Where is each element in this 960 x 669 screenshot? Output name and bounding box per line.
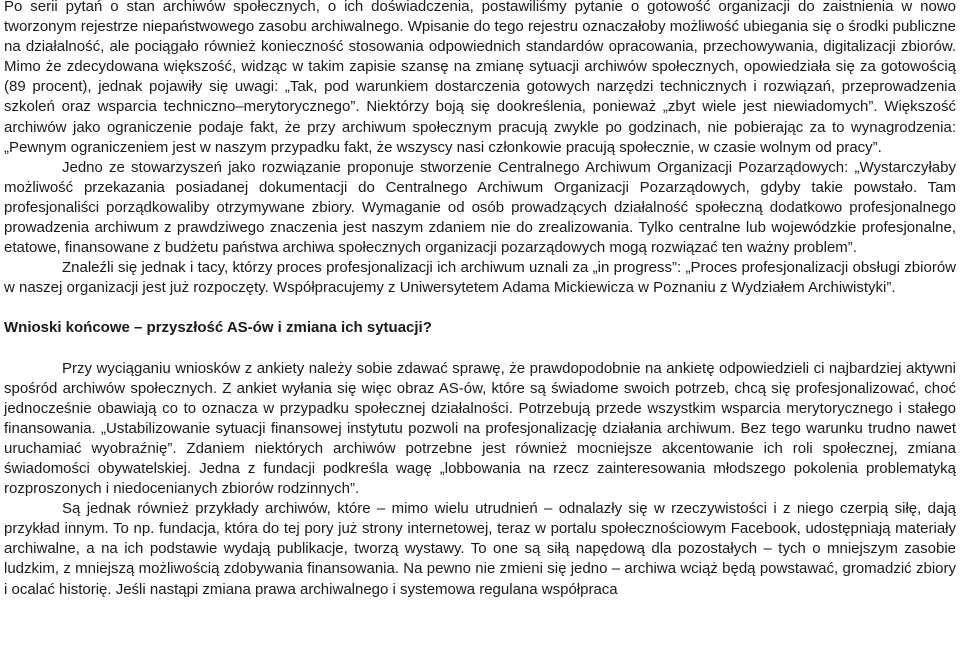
section-heading: Wnioski końcowe – przyszłość AS-ów i zmiana ich sytuacji? (4, 319, 432, 337)
paragraph-conclusions: Przy wyciąganiu wniosków z ankiety należy sobie zdawać sprawę, że prawdopodobnie na ankietę odpowiedzieli ci najbardziej aktywni spośród archiwów społecznych. Z ankiet wyłania się więc obraz AS-ów, które są świadome swoich potrzeb, chcą się profesjonalizować, choć jednocześnie obawiają co to oznacza w przypadku społecznej działalności. Potrzebują przede wszystkim wsparcia merytorycznego i stałego finansowania. „Ustabilizowanie sytuacji finansowej instytutu pozwoli na profesjonalizację działania archiwum. Bez tego warunku trudno nawet uruchamiać wyobraźnię”. Zdaniem niektórych archiwów potrzebne jest również mocniejsze akcentowanie ich roli społecznej, zmiana świadomości obywatelskiej. Jedna z fundacji podkreśla wagę „lobbowania na rzecz zainteresowania młodszego pokolenia problematyką rozproszonych i niedocenianych zbiorów rodzinnych”. (4, 359, 956, 498)
paragraph-readiness: Po serii pytań o stan archiwów społecznych, o ich doświadczenia, postawiliśmy pytanie o gotowość organizacji do zaistnienia w nowo tworzonym rejestrze niepaństwowego zasobu archiwalnego. Wpisanie do tego rejestru oznaczałoby możliwość ubiegania się o środki publiczne na działalność, ale pociągało również konieczność stosowania odpowiednich standardów opracowania, przechowywania, digitalizacji zbiorów. Mimo że zdecydowana większość, widząc w takim zapisie szansę na zmianę sytuacji archiwów społecznych, opowiedziała się za gotowością (89 procent), jednak pojawiły się uwagi: „Tak, pod warunkiem dostarczenia gotowych narzędzi technicznych i rozwiązań, przeprowadzenia szkoleń oraz wsparcia techniczno–merytorycznego”. Niektórzy boją się dookreślenia, ponieważ „zbyt wiele jest niewiadomych”. Większość archiwów jako ograniczenie podaje fakt, że przy archiwum społecznym pracują zwykle po godzinach, nie pobierając za to wynagrodzenia: „Pewnym ograniczeniem jest w naszym przypadku fakt, że wszyscy nasi członkowie pracują społecznie, w czasie wolnym od pracy”. (4, 0, 956, 156)
document-page (4, 0, 956, 600)
paragraph-examples: Są jednak również przykłady archiwów, które – mimo wielu utrudnień – odnalazły się w rzeczywistości i z niego czerpią siłę, dają przykład innym. To np. fundacja, która do tej pory już strony internetowej, teraz w portalu społecznościowym Facebook, udostępniają materiały archiwalne, a na ich podstawie wydają publikacje, tworzą wystawy. To one są siłą napędową dla pozostałych – tych o mniejszym zasobie ludzkim, z mniejszą możliwością zdobywania finansowania. Na pewno nie zmieni się jedno – archiwa wciąż będą powstawać, gromadzić zbiory i ocalać historię. Jeśli nastąpi zmiana prawa archiwalnego i systemowa regulana współpraca (4, 500, 956, 598)
paragraph-in-progress: Znaleźli się jednak i tacy, którzy proces profesjonalizacji ich archiwum uznali za „in progress”: „Proces profesjonalizacji obsługi zbiorów w naszej organizacji jest już rozpoczęty. Współpracujemy z Uniwersytetem Adama Mickiewicza w Poznaniu z Wydziałem Archiwistyki”. (4, 259, 956, 297)
paragraph-central-archive: Jedno ze stowarzyszeń jako rozwiązanie proponuje stworzenie Centralnego Archiwum Organizacji Pozarządowych: „Wystarczyłaby możliwość przekazania posiadanej dokumentacji do Centralnego Archiwum Organizacji Pozarządowych, gdyby takie powstało. Tam profesjonaliści porządkowaliby otrzymywane zbiory. Wymaganie od osób prowadzących działalność społeczną dodatkowo profesjonalnego prowadzenia archiwum z prawdziwego znaczenia jest naszym zdaniem nie do zrealizowania. Tylko centralne lub wojewódzkie profesjonalne, etatowe, finansowane z budżetu państwa archiwa społecznych organizacji pozarządowych mogą rozwiązać ten ważny problem”. (4, 158, 956, 257)
